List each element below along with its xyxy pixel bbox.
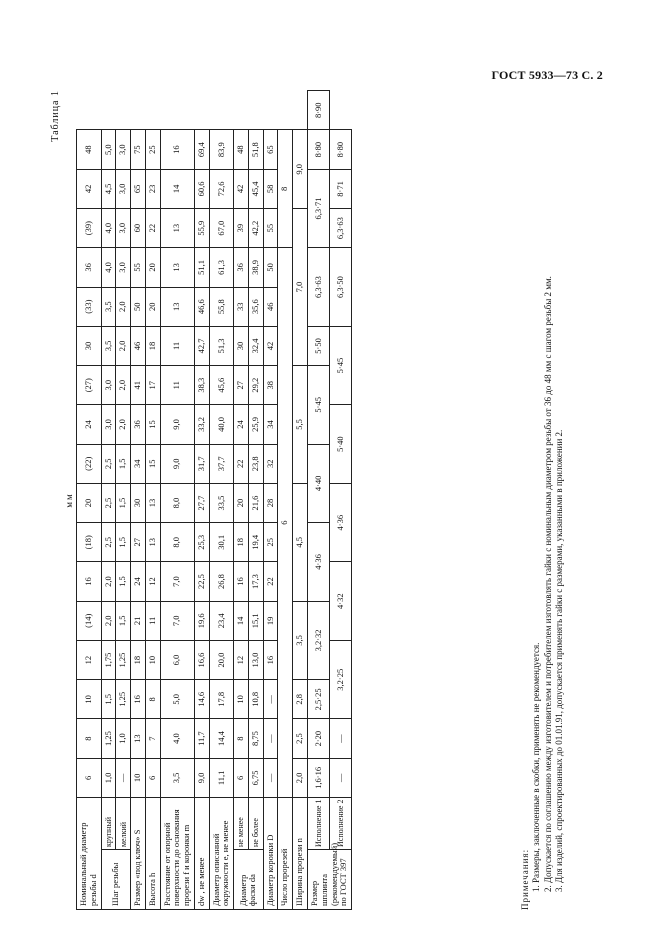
table-cell: 31,7 <box>194 444 209 483</box>
table-cell: 8·80 <box>330 130 352 169</box>
table-cell: 11 <box>145 601 160 640</box>
table-cell: (14) <box>77 601 102 640</box>
table-cell: 1,25 <box>116 680 131 719</box>
table-cell: (39) <box>77 209 102 248</box>
table-cell: 6,3·50 <box>330 248 352 327</box>
table-cell: 42 <box>77 169 102 208</box>
table-cell: 19 <box>263 601 278 640</box>
table-cell: 39 <box>234 209 249 248</box>
cotter-pin-label: Размер шплинта (рекомендуемый) по ГОСТ 397 <box>308 850 352 910</box>
table-cell: (18) <box>77 523 102 562</box>
table-row <box>308 91 330 910</box>
table-cell: 7 <box>145 719 160 758</box>
table-cell: 9,0 <box>293 130 308 209</box>
table-cell: 2,8 <box>293 680 308 719</box>
table-cell: 1,0 <box>101 758 116 797</box>
table-cell: 50 <box>131 287 146 326</box>
table-cell: 20 <box>145 287 160 326</box>
table-cell: 10 <box>77 680 102 719</box>
table-cell: 42,7 <box>194 326 209 365</box>
table-cell: 18 <box>131 640 146 679</box>
slot-count-label: Число прорезей <box>278 798 293 910</box>
table-cell: 1,5 <box>116 601 131 640</box>
table-row <box>131 91 146 910</box>
table-cell: 38 <box>263 366 278 405</box>
table-cell: 13 <box>160 287 194 326</box>
table-cell: 3,0 <box>101 405 116 444</box>
page-header: ГОСТ 5933—73 С. 2 <box>491 68 603 82</box>
table-cell: 8·80 <box>308 130 330 169</box>
table-row <box>101 91 116 910</box>
dw-label: dw , не менее <box>194 798 209 910</box>
table-cell: 4,5 <box>293 483 308 601</box>
table-cell: 1,0 <box>116 719 131 758</box>
table-cell: 7,0 <box>160 601 194 640</box>
table-cell: 11 <box>160 366 194 405</box>
table-cell: 8,0 <box>160 483 194 522</box>
table-cell: 10 <box>234 680 249 719</box>
table-cell: 67,0 <box>209 209 234 248</box>
coarse-label: крупный <box>101 798 116 850</box>
table-cell: 2,5 <box>101 483 116 522</box>
table-cell: 12 <box>145 562 160 601</box>
table-cell: 65 <box>131 169 146 208</box>
table-cell: 72,6 <box>209 169 234 208</box>
table-cell: 2,0 <box>116 287 131 326</box>
table-row <box>145 91 160 910</box>
table-cell: 25 <box>263 523 278 562</box>
table-cell: 23 <box>145 169 160 208</box>
table-cell: 55 <box>131 248 146 287</box>
table-cell: 2,0 <box>116 326 131 365</box>
table-cell: 55,8 <box>209 287 234 326</box>
table-cell: 17,8 <box>209 680 234 719</box>
note-1: 1. Размеры, заключенные в скобки, применять не рекомендуется. <box>531 642 542 892</box>
table-cell: 3,0 <box>116 209 131 248</box>
table-cell: 38,3 <box>194 366 209 405</box>
table-cell: 8 <box>278 130 293 248</box>
table-cell: 18 <box>234 523 249 562</box>
table-cell: 35,6 <box>248 287 263 326</box>
table-cell: 6 <box>77 758 102 797</box>
table-cell: — <box>330 758 352 797</box>
dimensions-table <box>76 90 352 910</box>
height-label: Высота h <box>145 798 160 910</box>
table-cell: 19,4 <box>248 523 263 562</box>
table-cell: 2,0 <box>116 366 131 405</box>
table-row <box>278 91 293 910</box>
table-cell: 46,6 <box>194 287 209 326</box>
table-cell: 13,0 <box>248 640 263 679</box>
table-cell: 4,0 <box>101 209 116 248</box>
table-cell: 36 <box>131 405 146 444</box>
table-cell: 24 <box>131 562 146 601</box>
table-cell: — <box>330 719 352 758</box>
table-cell: 21 <box>131 601 146 640</box>
table-cell: 16 <box>160 130 194 169</box>
table-cell: 23,4 <box>209 601 234 640</box>
table-cell: 22,5 <box>194 562 209 601</box>
table-cell: 27 <box>131 523 146 562</box>
table-cell: 33,2 <box>194 405 209 444</box>
table-cell: 24 <box>234 405 249 444</box>
notes-title: Примечания: <box>520 848 530 910</box>
table-cell: 20,0 <box>209 640 234 679</box>
table-cell: 37,7 <box>209 444 234 483</box>
table-cell: 4,0 <box>160 719 194 758</box>
table-cell: 7,0 <box>293 209 308 366</box>
table-cell: — <box>263 680 278 719</box>
table-cell: 25,3 <box>194 523 209 562</box>
table-cell: 30,1 <box>209 523 234 562</box>
table-cell: 2,0 <box>116 405 131 444</box>
table-cell: 1,25 <box>101 719 116 758</box>
table-cell: 16 <box>263 640 278 679</box>
table-cell: 26,8 <box>209 562 234 601</box>
table-cell: 1,5 <box>116 444 131 483</box>
table-cell: 45,4 <box>248 169 263 208</box>
note-2: 2. Допускается по соглашению между изготовителем и потребителем изготовлять гайки с номинальным диаметром резьбы от 36 до 48 мм с шагом резьбы 2 мм. <box>542 276 553 892</box>
table-cell: 9,0 <box>194 758 209 797</box>
table-cell: 4·32 <box>330 562 352 641</box>
table-cell: 13 <box>145 483 160 522</box>
table-cell: 65 <box>263 130 278 169</box>
table-cell: 14 <box>160 169 194 208</box>
table-cell: 30 <box>77 326 102 365</box>
table-cell: 13 <box>145 523 160 562</box>
table-cell: 4,5 <box>101 169 116 208</box>
table-cell: 25,9 <box>248 405 263 444</box>
table-cell: 19,6 <box>194 601 209 640</box>
table-cell: 6,0 <box>160 640 194 679</box>
table-cell: 40,0 <box>209 405 234 444</box>
table-cell: 6,3·63 <box>308 248 330 327</box>
table-cell: 28 <box>263 483 278 522</box>
table-cell: 48 <box>77 130 102 169</box>
table-cell: 6,3·63 <box>330 209 352 248</box>
table-cell: 5,5 <box>293 366 308 484</box>
table-cell: 8 <box>234 719 249 758</box>
table-cell: 42,2 <box>248 209 263 248</box>
table-cell: 51,8 <box>248 130 263 169</box>
table-cell: 32,4 <box>248 326 263 365</box>
table-cell: 14,6 <box>194 680 209 719</box>
version-1-label: Исполнение 1 <box>308 798 330 850</box>
table-cell: 3,0 <box>116 169 131 208</box>
table-cell: 14 <box>234 601 249 640</box>
table-cell: 30 <box>234 326 249 365</box>
table-row <box>160 91 194 910</box>
table-cell: 12 <box>234 640 249 679</box>
table-cell: 38,9 <box>248 248 263 287</box>
fine-label: мелкий <box>116 798 131 850</box>
table-cell: 15 <box>145 405 160 444</box>
slot-distance-label: Расстояние от опорной поверхности до основания прорези f и коронки m <box>160 798 194 910</box>
table-cell: — <box>263 758 278 797</box>
table-cell: 33 <box>234 287 249 326</box>
table-cell: 11 <box>160 326 194 365</box>
table-cell: 51,1 <box>194 248 209 287</box>
table-cell: 1,5 <box>116 562 131 601</box>
table-cell: 41 <box>131 366 146 405</box>
table-cell: 5,0 <box>160 680 194 719</box>
chamfer-diameter-label: Диаметр фаски da <box>234 850 264 910</box>
crown-diameter-label: Диаметр коронки D <box>263 798 278 910</box>
table-row <box>248 91 263 910</box>
table-cell: (27) <box>77 366 102 405</box>
table-cell: 5·45 <box>308 366 330 445</box>
table-cell: 2,5·25 <box>308 680 330 719</box>
version-2-label: Исполнение 2 <box>330 798 352 850</box>
table-cell: 13 <box>131 719 146 758</box>
table-cell: 27 <box>234 366 249 405</box>
table-row <box>234 91 249 910</box>
table-cell: (22) <box>77 444 102 483</box>
table-cell: 32 <box>263 444 278 483</box>
table-cell: 46 <box>131 326 146 365</box>
table-cell: 8,75 <box>248 719 263 758</box>
table-cell: 14,4 <box>209 719 234 758</box>
table-cell: 36 <box>234 248 249 287</box>
table-cell: 8·71 <box>330 169 352 208</box>
table-cell: 5·50 <box>308 326 330 365</box>
table-cell: 36 <box>77 248 102 287</box>
table-cell: 34 <box>263 405 278 444</box>
table-cell: 3,5 <box>160 758 194 797</box>
table-cell: 46 <box>263 287 278 326</box>
table-cell: 2,5 <box>293 719 308 758</box>
table-cell: 10 <box>145 640 160 679</box>
table-cell: 17 <box>145 366 160 405</box>
notes-block <box>520 90 565 910</box>
table-cell: 8,0 <box>160 523 194 562</box>
table-cell: 1,5 <box>101 680 116 719</box>
table-cell: — <box>263 719 278 758</box>
table-cell: 8·90 <box>308 91 330 130</box>
table-cell: 20 <box>77 483 102 522</box>
table-cell: 20 <box>234 483 249 522</box>
table-cell: 15,1 <box>248 601 263 640</box>
table-cell: 34 <box>131 444 146 483</box>
table-cell: 3,2·25 <box>330 640 352 719</box>
table-cell: 42 <box>234 169 249 208</box>
table-cell: 6 <box>234 758 249 797</box>
table-cell: 6 <box>145 758 160 797</box>
table-cell: 13 <box>160 248 194 287</box>
table-cell: 4,0 <box>101 248 116 287</box>
table-cell: 1,5 <box>116 523 131 562</box>
table-cell: 22 <box>234 444 249 483</box>
pitch-label: Шаг резьбы <box>101 850 131 910</box>
table-cell: 2,5 <box>101 444 116 483</box>
table-cell: 16 <box>77 562 102 601</box>
table-cell: 1,75 <box>101 640 116 679</box>
table-cell: 20 <box>145 248 160 287</box>
units-label: мм <box>64 492 74 508</box>
table-cell: 83,9 <box>209 130 234 169</box>
table-cell: 11,7 <box>194 719 209 758</box>
table-cell: 4·40 <box>308 444 330 523</box>
table-cell: 22 <box>263 562 278 601</box>
table-cell: 45,6 <box>209 366 234 405</box>
table-cell: 27,7 <box>194 483 209 522</box>
table-cell: 3,5 <box>101 326 116 365</box>
table-cell: 2,0 <box>101 601 116 640</box>
table-cell: 51,3 <box>209 326 234 365</box>
table-cell: 16 <box>131 680 146 719</box>
table-cell: 1,5 <box>116 483 131 522</box>
table-cell: 21,6 <box>248 483 263 522</box>
table-cell: 48 <box>234 130 249 169</box>
table-cell: 1,6·16 <box>308 758 330 797</box>
table-cell: 6,75 <box>248 758 263 797</box>
table-cell: 50 <box>263 248 278 287</box>
table-cell: 8 <box>145 680 160 719</box>
table-cell: 9,0 <box>160 405 194 444</box>
table-cell: 3,2·32 <box>308 601 330 680</box>
table-cell: 75 <box>131 130 146 169</box>
table-cell: 2·20 <box>308 719 330 758</box>
table-cell: 55 <box>263 209 278 248</box>
table-row <box>194 91 209 910</box>
table-cell: 69,4 <box>194 130 209 169</box>
table-cell: 1,25 <box>116 640 131 679</box>
wrench-size-label: Размер «под ключ» S <box>131 798 146 910</box>
circumscribed-diameter-label: Диаметр описанной окружности e, не менее <box>209 798 234 910</box>
table-cell: 60 <box>131 209 146 248</box>
table-cell: 61,3 <box>209 248 234 287</box>
table-cell: — <box>116 758 131 797</box>
table-row <box>116 91 131 910</box>
da-min-label: не менее <box>234 798 249 850</box>
table-cell: 5·40 <box>330 405 352 484</box>
table-cell: 2,0 <box>293 758 308 797</box>
da-max-label: не более <box>248 798 263 850</box>
table-row <box>330 91 352 910</box>
table-cell: 6 <box>278 248 293 798</box>
table-cell: 3,5 <box>101 287 116 326</box>
table-cell: 30 <box>131 483 146 522</box>
table-cell: 11,1 <box>209 758 234 797</box>
table-cell: 22 <box>145 209 160 248</box>
note-3: 3. Для изделий, спроектированных до 01.01.91, допускается применять гайки с размерами, указанными в приложении 2. <box>553 429 564 892</box>
table-cell: 23,8 <box>248 444 263 483</box>
table-cell: 55,9 <box>194 209 209 248</box>
table-row <box>293 91 308 910</box>
table-cell: 58 <box>263 169 278 208</box>
table-cell: (33) <box>77 287 102 326</box>
table-cell: 24 <box>77 405 102 444</box>
rotated-table-block <box>50 90 610 910</box>
table-cell: 8 <box>77 719 102 758</box>
table-cell: 16 <box>234 562 249 601</box>
table-cell: 17,3 <box>248 562 263 601</box>
table-cell: 4·36 <box>308 523 330 602</box>
table-cell: 42 <box>263 326 278 365</box>
table-cell: 2,0 <box>101 562 116 601</box>
table-cell: 3,0 <box>116 248 131 287</box>
table-cell: 3,5 <box>293 601 308 680</box>
table-cell: 13 <box>160 209 194 248</box>
table-cell: 12 <box>77 640 102 679</box>
table-cell: 29,2 <box>248 366 263 405</box>
nominal-diameter-label: Номинальный диаметр резьбы d <box>77 798 102 910</box>
table-cell: 3,0 <box>101 366 116 405</box>
table-cell: 25 <box>145 130 160 169</box>
table-row <box>209 91 234 910</box>
table-cell: 9,0 <box>160 444 194 483</box>
table-cell: 33,5 <box>209 483 234 522</box>
table-cell: 15 <box>145 444 160 483</box>
table-cell: 5,0 <box>101 130 116 169</box>
table-title: Таблица 1 <box>50 90 61 142</box>
table-cell: 10 <box>131 758 146 797</box>
table-cell: 3,0 <box>116 130 131 169</box>
table-row <box>77 91 102 910</box>
table-cell: 60,6 <box>194 169 209 208</box>
table-cell: 5·45 <box>330 326 352 405</box>
table-cell: 16,6 <box>194 640 209 679</box>
table-cell: 4·36 <box>330 483 352 562</box>
slot-width-label: Ширина прорези n <box>293 798 308 910</box>
table-cell: 2,5 <box>101 523 116 562</box>
table-cell: 10,8 <box>248 680 263 719</box>
table-row <box>263 91 278 910</box>
table-cell: 18 <box>145 326 160 365</box>
table-cell: 6,3·71 <box>308 169 330 248</box>
table-cell: 7,0 <box>160 562 194 601</box>
